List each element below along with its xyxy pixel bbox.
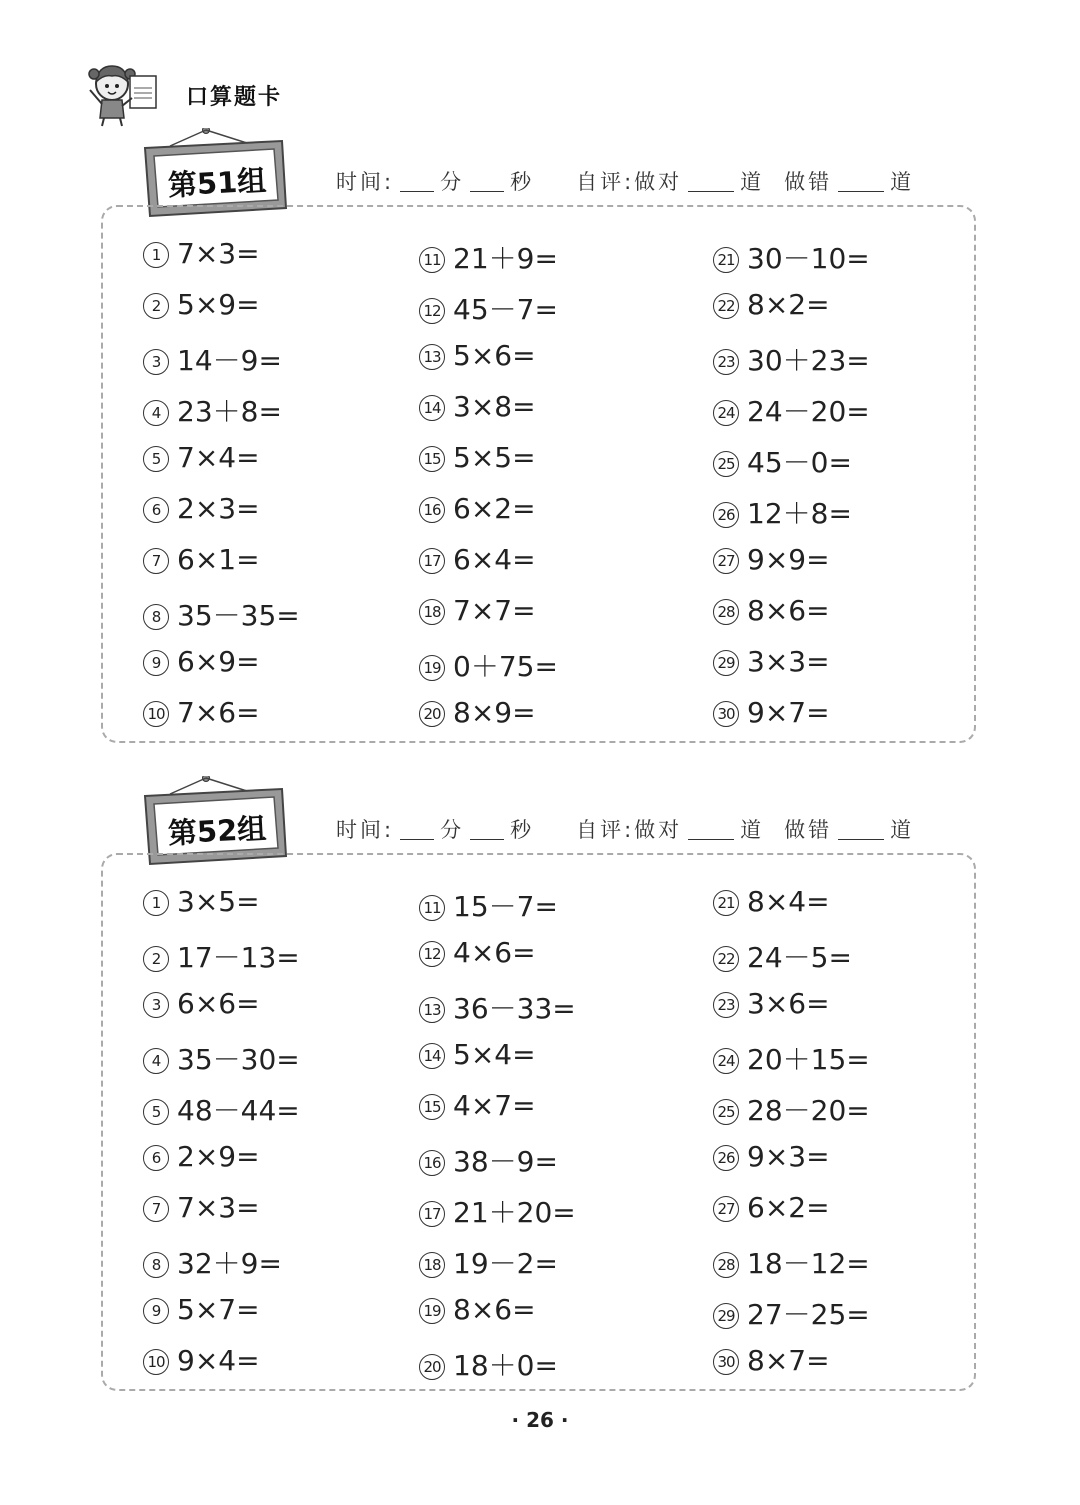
problem-number: 30 <box>713 1349 739 1375</box>
problem-number: 6 <box>143 497 169 523</box>
problem-item <box>143 1242 282 1282</box>
problem-expression: 45－7= <box>453 293 558 326</box>
problem-expression: 0＋75= <box>453 650 558 683</box>
score-line <box>336 166 914 196</box>
problem-expression: 6×1= <box>177 543 260 576</box>
problem-expression: 7×3= <box>177 1191 260 1224</box>
problem-expression: 17－13= <box>177 941 300 974</box>
problem-item <box>713 390 870 430</box>
problem-number: 8 <box>143 1252 169 1278</box>
problem-number: 19 <box>419 1298 445 1324</box>
problem-item <box>419 936 536 969</box>
problem-number: 13 <box>419 997 445 1023</box>
problem-number: 5 <box>143 446 169 472</box>
problem-number: 18 <box>419 599 445 625</box>
problem-number: 1 <box>143 890 169 916</box>
problem-expression: 7×6= <box>177 696 260 729</box>
problem-expression: 35－30= <box>177 1043 300 1076</box>
problem-box <box>101 853 976 1391</box>
problem-expression: 32＋9= <box>177 1247 282 1280</box>
problem-number: 24 <box>713 1048 739 1074</box>
problem-item <box>419 1140 558 1180</box>
second-label: 秒 <box>510 170 535 194</box>
wrong-blank[interactable] <box>838 821 884 840</box>
problem-expression: 14－9= <box>177 344 282 377</box>
minutes-blank[interactable] <box>400 173 434 192</box>
seconds-blank[interactable] <box>470 173 504 192</box>
problem-expression: 5×5= <box>453 441 536 474</box>
problem-number: 21 <box>713 890 739 916</box>
problem-item <box>419 1293 536 1326</box>
problem-number: 3 <box>143 349 169 375</box>
problem-item <box>419 288 558 328</box>
problem-item <box>713 696 830 729</box>
problem-expression: 18＋0= <box>453 1349 558 1382</box>
problem-item <box>419 1191 576 1231</box>
problem-expression: 9×3= <box>747 1140 830 1173</box>
problem-number: 4 <box>143 1048 169 1074</box>
problem-number: 7 <box>143 548 169 574</box>
problem-number: 22 <box>713 946 739 972</box>
problem-number: 12 <box>419 298 445 324</box>
problem-item <box>143 492 260 525</box>
problem-number: 17 <box>419 1201 445 1227</box>
problem-number: 9 <box>143 1298 169 1324</box>
problem-item <box>143 1344 260 1377</box>
problem-expression: 8×6= <box>747 594 830 627</box>
problem-number: 12 <box>419 941 445 967</box>
problem-expression: 7×3= <box>177 237 260 270</box>
problem-box <box>101 205 976 743</box>
problem-item <box>419 441 536 474</box>
minute-label: 分 <box>440 818 465 842</box>
problem-expression: 6×6= <box>177 987 260 1020</box>
problem-number: 14 <box>419 1043 445 1069</box>
problem-expression: 7×7= <box>453 594 536 627</box>
problem-item <box>713 1344 830 1377</box>
seconds-blank[interactable] <box>470 821 504 840</box>
problem-expression: 18－12= <box>747 1247 870 1280</box>
problem-number: 19 <box>419 655 445 681</box>
problem-item <box>143 645 260 678</box>
problem-item <box>419 1242 558 1282</box>
problem-item <box>143 696 260 729</box>
problem-number: 8 <box>143 604 169 630</box>
problem-expression: 3×8= <box>453 390 536 423</box>
problem-number: 2 <box>143 293 169 319</box>
problem-item <box>713 441 852 481</box>
problem-item <box>143 987 260 1020</box>
problem-number: 9 <box>143 650 169 676</box>
problem-number: 5 <box>143 1099 169 1125</box>
problem-item <box>143 1038 300 1078</box>
problem-item <box>419 543 536 576</box>
problem-item <box>713 543 830 576</box>
problem-expression: 9×7= <box>747 696 830 729</box>
problem-expression: 28－20= <box>747 1094 870 1127</box>
problem-expression: 4×7= <box>453 1089 536 1122</box>
problem-item <box>143 885 260 918</box>
problem-expression: 30＋23= <box>747 344 870 377</box>
problem-number: 11 <box>419 895 445 921</box>
page-number: · 26 · <box>511 1408 569 1432</box>
problem-number: 11 <box>419 247 445 273</box>
wrong-blank[interactable] <box>838 173 884 192</box>
problem-expression: 6×2= <box>747 1191 830 1224</box>
problem-item <box>419 594 536 627</box>
wrong-label: 做错 <box>784 170 833 194</box>
problem-item <box>419 339 536 372</box>
problem-number: 25 <box>713 451 739 477</box>
problem-expression: 15－7= <box>453 890 558 923</box>
problem-number: 10 <box>143 701 169 727</box>
problem-item <box>419 1344 558 1384</box>
problem-expression: 8×6= <box>453 1293 536 1326</box>
problem-item <box>143 1191 260 1224</box>
problem-item <box>713 339 870 379</box>
problem-number: 26 <box>713 1145 739 1171</box>
minutes-blank[interactable] <box>400 821 434 840</box>
problem-expression: 3×3= <box>747 645 830 678</box>
problem-item <box>143 339 282 379</box>
problem-item <box>143 288 260 321</box>
problem-number: 23 <box>713 349 739 375</box>
problem-item <box>143 936 300 976</box>
problem-item <box>143 390 282 430</box>
problem-item <box>713 1191 830 1224</box>
dao-label: 道 <box>890 818 915 842</box>
problem-item <box>419 237 558 277</box>
problem-expression: 20＋15= <box>747 1043 870 1076</box>
problem-number: 10 <box>143 1349 169 1375</box>
problem-item <box>143 594 300 634</box>
problem-item <box>419 645 558 685</box>
problem-number: 16 <box>419 497 445 523</box>
problem-item <box>143 1293 260 1326</box>
problem-item <box>419 987 576 1027</box>
problem-expression: 48－44= <box>177 1094 300 1127</box>
problem-item <box>713 1089 870 1129</box>
problem-number: 7 <box>143 1196 169 1222</box>
problem-expression: 5×6= <box>453 339 536 372</box>
correct-blank[interactable] <box>688 173 734 192</box>
problem-expression: 6×2= <box>453 492 536 525</box>
problem-expression: 5×4= <box>453 1038 536 1071</box>
problem-number: 26 <box>713 502 739 528</box>
problem-number: 4 <box>143 400 169 426</box>
problem-item <box>713 288 830 321</box>
problem-number: 20 <box>419 1354 445 1380</box>
exercise-group <box>0 128 1080 748</box>
exercise-group <box>0 776 1080 1396</box>
problem-number: 22 <box>713 293 739 319</box>
problem-expression: 21＋20= <box>453 1196 576 1229</box>
problem-expression: 8×4= <box>747 885 830 918</box>
problem-item <box>713 1140 830 1173</box>
problem-expression: 24－5= <box>747 941 852 974</box>
problem-number: 15 <box>419 1094 445 1120</box>
correct-blank[interactable] <box>688 821 734 840</box>
page-header <box>86 60 346 130</box>
problem-expression: 2×9= <box>177 1140 260 1173</box>
problem-number: 13 <box>419 344 445 370</box>
problem-number: 3 <box>143 992 169 1018</box>
problem-expression: 27－25= <box>747 1298 870 1331</box>
problem-number: 17 <box>419 548 445 574</box>
problem-item <box>419 885 558 925</box>
group-title: 第52组 <box>167 811 268 851</box>
problem-expression: 35－35= <box>177 599 300 632</box>
problem-number: 29 <box>713 650 739 676</box>
wrong-label: 做错 <box>784 818 833 842</box>
problem-number: 23 <box>713 992 739 1018</box>
dao-label: 道 <box>740 170 765 194</box>
problem-expression: 36－33= <box>453 992 576 1025</box>
problem-item <box>713 1038 870 1078</box>
self-eval-label: 自评:做对 <box>576 170 683 194</box>
problem-number: 25 <box>713 1099 739 1125</box>
problem-expression: 4×6= <box>453 936 536 969</box>
problem-expression: 45－0= <box>747 446 852 479</box>
problem-expression: 5×9= <box>177 288 260 321</box>
problem-item <box>713 936 852 976</box>
problem-expression: 8×7= <box>747 1344 830 1377</box>
problem-expression: 2×3= <box>177 492 260 525</box>
problem-number: 1 <box>143 242 169 268</box>
problem-expression: 6×9= <box>177 645 260 678</box>
problem-expression: 8×2= <box>747 288 830 321</box>
problem-number: 28 <box>713 599 739 625</box>
problem-number: 24 <box>713 400 739 426</box>
group-title: 第51组 <box>167 163 268 203</box>
problem-item <box>143 1140 260 1173</box>
dao-label: 道 <box>890 170 915 194</box>
problem-number: 20 <box>419 701 445 727</box>
problem-expression: 9×9= <box>747 543 830 576</box>
problem-expression: 5×7= <box>177 1293 260 1326</box>
girl-mascot-icon <box>86 60 166 130</box>
problem-number: 29 <box>713 1303 739 1329</box>
problem-number: 6 <box>143 1145 169 1171</box>
problem-item <box>143 543 260 576</box>
time-label: 时间: <box>336 818 395 842</box>
problem-item <box>419 492 536 525</box>
problem-expression: 38－9= <box>453 1145 558 1178</box>
problem-expression: 30－10= <box>747 242 870 275</box>
problem-item <box>419 1089 536 1122</box>
score-line <box>336 814 914 844</box>
problem-item <box>713 237 870 277</box>
problem-number: 15 <box>419 446 445 472</box>
problem-expression: 24－20= <box>747 395 870 428</box>
problem-item <box>143 441 260 474</box>
problem-number: 30 <box>713 701 739 727</box>
problem-expression: 9×4= <box>177 1344 260 1377</box>
time-label: 时间: <box>336 170 395 194</box>
problem-item <box>143 1089 300 1129</box>
problem-item <box>143 237 260 270</box>
problem-number: 2 <box>143 946 169 972</box>
problem-expression: 3×6= <box>747 987 830 1020</box>
problem-expression: 19－2= <box>453 1247 558 1280</box>
problem-number: 21 <box>713 247 739 273</box>
problem-expression: 6×4= <box>453 543 536 576</box>
problem-expression: 7×4= <box>177 441 260 474</box>
problem-expression: 21＋9= <box>453 242 558 275</box>
second-label: 秒 <box>510 818 535 842</box>
problem-item <box>713 594 830 627</box>
problem-item <box>713 1242 870 1282</box>
problem-expression: 12＋8= <box>747 497 852 530</box>
problem-expression: 23＋8= <box>177 395 282 428</box>
problem-item <box>713 645 830 678</box>
problem-item <box>713 987 830 1020</box>
problem-number: 14 <box>419 395 445 421</box>
problem-expression: 3×5= <box>177 885 260 918</box>
problem-number: 27 <box>713 548 739 574</box>
problem-expression: 8×9= <box>453 696 536 729</box>
problem-item <box>419 696 536 729</box>
problem-item <box>713 885 830 918</box>
problem-number: 18 <box>419 1252 445 1278</box>
problem-item <box>419 390 536 423</box>
dao-label: 道 <box>740 818 765 842</box>
minute-label: 分 <box>440 170 465 194</box>
problem-number: 28 <box>713 1252 739 1278</box>
self-eval-label: 自评:做对 <box>576 818 683 842</box>
problem-number: 27 <box>713 1196 739 1222</box>
problem-number: 16 <box>419 1150 445 1176</box>
page-title: 口算题卡 <box>186 85 283 110</box>
problem-item <box>713 1293 870 1333</box>
problem-item <box>713 492 852 532</box>
problem-item <box>419 1038 536 1071</box>
